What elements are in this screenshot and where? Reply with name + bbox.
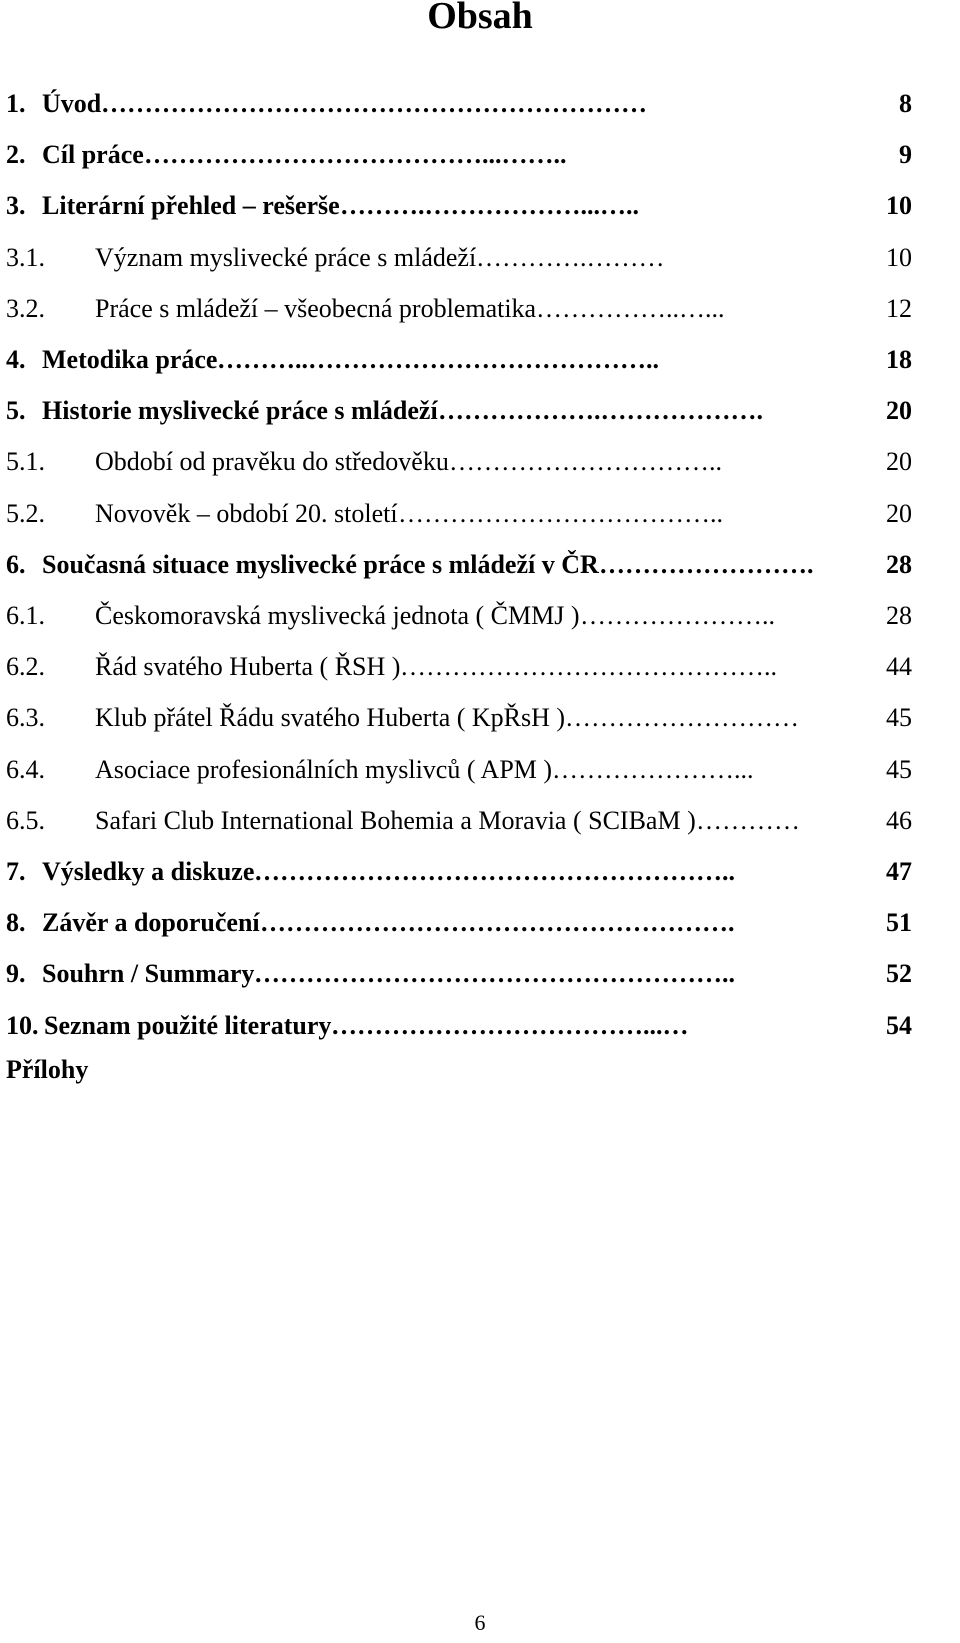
toc-number: 4. [6,345,26,374]
toc-page-number: 20 [886,498,912,528]
toc-leader-dots: ………….……… [476,242,665,272]
toc-entry[interactable] [0,954,960,994]
toc-entry[interactable] [0,852,960,892]
toc-label: Význam myslivecké práce s mládeží [95,242,477,272]
toc-entry[interactable] [0,135,960,175]
toc-page-number: 44 [886,652,912,682]
toc-label: Cíl práce [42,140,144,170]
toc-page-number: 46 [886,805,912,835]
toc-number: 2. [6,140,26,170]
toc-page-number: 20 [886,447,912,477]
toc-label: Českomoravská myslivecká jednota ( ČMMJ ) [95,601,580,630]
toc-leader-dots: ……………….………………. [438,396,763,426]
toc-number: 5.2. [6,498,45,528]
appendix-heading: Přílohy [6,1055,89,1084]
toc-subentry[interactable] [0,647,960,687]
toc-label: Řád svatého Huberta ( ŘSH ) [95,652,401,682]
toc-subentry[interactable] [0,750,960,790]
toc-number: 6.4. [6,754,45,784]
toc-number: 3.2. [6,293,45,323]
toc-page-number: 20 [886,396,912,426]
toc-label: Metodika práce [42,345,218,374]
toc-page-number: 54 [886,1010,912,1040]
toc-leader-dots: ………… [696,805,800,835]
toc-entry[interactable] [0,186,960,226]
toc-number: 3. [6,191,26,221]
toc-number: 9. [6,959,26,989]
page-number: 6 [474,1610,486,1635]
toc-leader-dots: ……………………………….. [398,498,723,528]
toc-label: Historie myslivecké práce s mládeží [42,396,438,426]
toc-number: 6.3. [6,703,45,733]
toc-entry[interactable] [0,340,960,380]
toc-number: 6. [6,549,26,579]
toc-number: 5.1. [6,447,45,477]
toc-page-number: 12 [886,293,912,323]
toc-leader-dots: ………………….. [580,601,775,630]
toc-page-number: 51 [886,908,912,938]
toc-leader-dots: ……….………………...….. [340,191,639,221]
toc-leader-dots: ………………………….. [449,447,722,477]
toc-label: Klub přátel Řádu svatého Huberta ( KpŘsH ) [95,703,566,733]
toc-subentry[interactable] [0,442,960,482]
toc-label: Úvod [42,89,102,118]
toc-label: Asociace profesionálních myslivců ( APM ) [95,754,553,784]
toc-number: 3.1. [6,242,45,272]
toc-label: Novověk – období 20. století [95,498,398,528]
toc-label: Výsledky a diskuze [42,857,255,886]
toc-number: 1. [6,89,26,118]
toc-subentry[interactable] [0,698,960,738]
toc-entry[interactable] [0,903,960,943]
toc-label: Závěr a doporučení [42,908,260,938]
toc-entry[interactable] [0,545,960,585]
toc-page-number: 45 [886,754,912,784]
toc-number: 10. [6,1010,39,1040]
toc-subentry[interactable] [0,289,960,329]
toc-leader-dots: ………………………………………………. [260,908,735,938]
toc-page-number: 52 [886,959,912,989]
toc-page-number: 47 [886,857,912,886]
toc-leader-dots: ……………………………………………………… [101,89,647,118]
page-title: Obsah [427,0,533,37]
toc-number: 8. [6,908,26,938]
toc-label: Období od pravěku do středověku [95,447,449,477]
toc-leader-dots: ……………………… [565,703,799,733]
toc-page-number: 8 [899,89,912,118]
toc-label: Souhrn / Summary [42,959,255,989]
toc-subentry[interactable] [0,238,960,278]
toc-page-number: 10 [886,242,912,272]
toc-label: Safari Club International Bohemia a Moravia ( SCIBaM ) [95,805,696,835]
toc-leader-dots: ……………………. [599,549,814,579]
toc-leader-dots: …………………... [552,754,754,784]
toc-page-number: 45 [886,703,912,733]
toc-number: 7. [6,857,26,886]
toc-number: 6.1. [6,601,45,630]
toc-label: Současná situace myslivecké práce s mládeží v ČR [42,549,599,579]
toc-label: Literární přehled – rešerše [42,191,340,221]
toc-page-number: 28 [886,549,912,579]
toc-subentry[interactable] [0,801,960,841]
toc-page-number: 28 [886,601,912,630]
toc-entry[interactable] [0,1006,960,1046]
toc-label: Seznam použité literatury [44,1010,332,1040]
toc-number: 5. [6,396,26,426]
toc-number: 6.2. [6,652,45,682]
toc-entry[interactable] [0,391,960,431]
toc-leader-dots: ………………………………...… [331,1010,689,1040]
toc-page-number: 10 [886,191,912,221]
toc-subentry[interactable] [0,596,960,636]
toc-leader-dots: …………………………………...…….. [144,140,567,170]
toc-number: 6.5. [6,805,45,835]
toc-leader-dots: ………..………………………………….. [217,345,659,374]
toc-page-number: 18 [886,345,912,374]
toc-leader-dots: ……………………………………………….. [254,857,735,886]
toc-leader-dots: …………………………………….. [400,652,777,682]
toc-leader-dots: ……………………………………………….. [254,959,735,989]
toc-label: Práce s mládeží – všeobecná problematika [95,293,537,323]
toc-leader-dots: ……………..…... [536,293,725,323]
toc-entry[interactable] [0,84,960,124]
toc-page-number: 9 [899,140,912,170]
toc-subentry[interactable] [0,494,960,534]
